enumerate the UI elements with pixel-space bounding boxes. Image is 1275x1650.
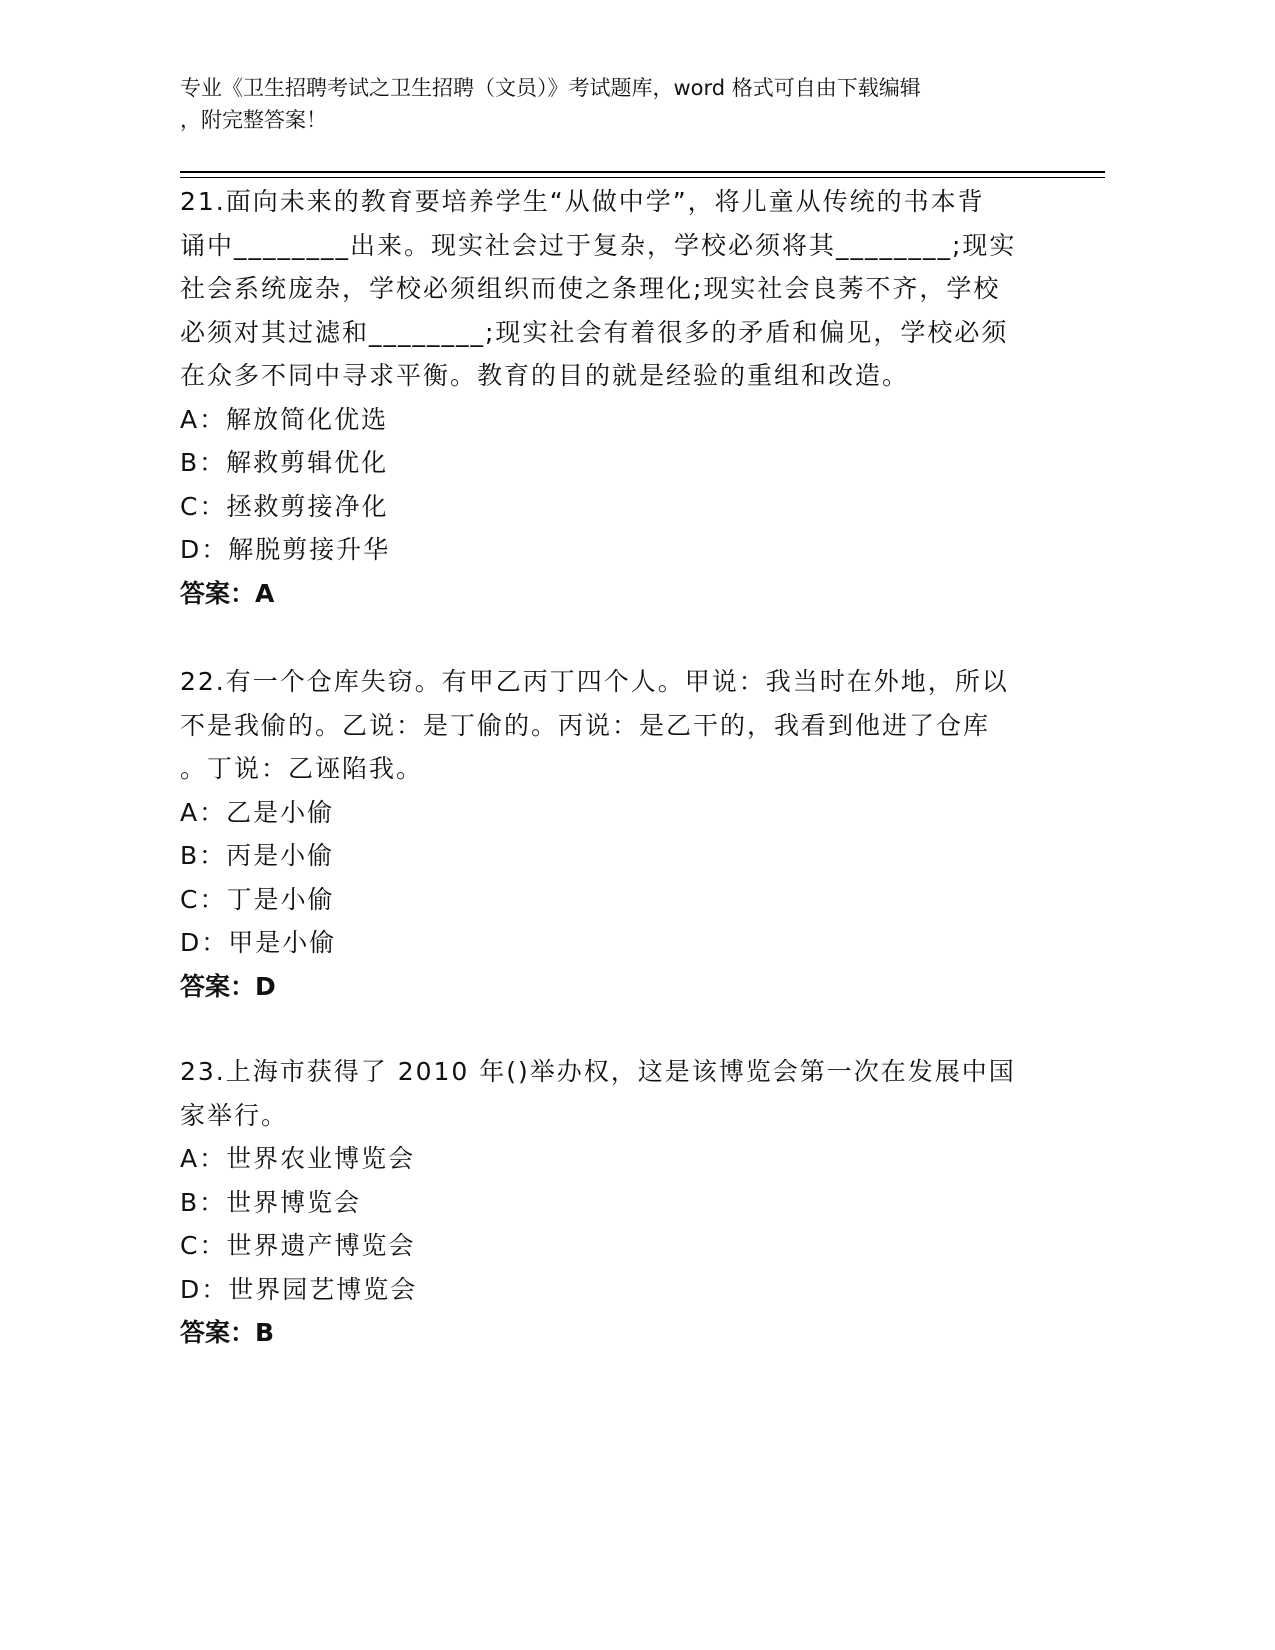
option-a: A：解放简化优选 — [180, 404, 389, 434]
header-divider-thin — [180, 177, 1105, 178]
option-b: B：解救剪辑优化 — [180, 448, 389, 477]
question-stem-line: 诵中________出来。现实社会过于复杂，学校必须将其________;现实 — [180, 230, 1017, 260]
answer-line: 答案：A — [180, 578, 275, 608]
option-a: A：世界农业博览会 — [180, 1144, 416, 1173]
question-21 — [180, 180, 1030, 615]
option-d: D：解脱剪接升华 — [180, 535, 391, 564]
answer-line: 答案：B — [180, 1318, 275, 1347]
option-d: D：甲是小偷 — [180, 928, 337, 957]
document-header — [180, 72, 1030, 136]
question-stem-line: 21.面向未来的教育要培养学生“从做中学”，将儿童从传统的书本背 — [180, 187, 985, 216]
header-line-1: 专业《卫生招聘考试之卫生招聘（文员）》考试题库，word 格式可自由下载编辑 — [180, 76, 921, 100]
question-stem-line: 。丁说：乙诬陷我。 — [180, 754, 424, 783]
question-stem-line: 家举行。 — [180, 1100, 289, 1130]
question-stem-line: 23.上海市获得了 2010 年()举办权，这是该博览会第一次在发展中国 — [180, 1057, 1016, 1086]
question-23 — [180, 1050, 1030, 1355]
option-d: D：世界园艺博览会 — [180, 1274, 418, 1304]
question-stem-line: 在众多不同中寻求平衡。教育的目的就是经验的重组和改造。 — [180, 361, 910, 390]
header-line-2: ，附完整答案！ — [180, 108, 327, 132]
question-22 — [180, 660, 1030, 1008]
option-a: A：乙是小偷 — [180, 797, 335, 827]
question-stem-line: 22.有一个仓库失窃。有甲乙丙丁四个人。甲说：我当时在外地，所以 — [180, 667, 1009, 696]
header-divider-thick — [180, 171, 1105, 173]
option-c: C：丁是小偷 — [180, 884, 335, 914]
option-c: C：拯救剪接净化 — [180, 491, 389, 521]
question-stem-line: 必须对其过滤和________;现实社会有着很多的矛盾和偏见，学校必须 — [180, 317, 1009, 347]
question-stem-line: 社会系统庞杂，学校必须组织而使之条理化;现实社会良莠不齐，学校 — [180, 274, 1001, 303]
answer-line: 答案：D — [180, 971, 276, 1001]
option-b: B：丙是小偷 — [180, 841, 335, 870]
option-c: C：世界遗产博览会 — [180, 1231, 416, 1260]
question-stem-line: 不是我偷的。乙说：是丁偷的。丙说：是乙干的，我看到他进了仓库 — [180, 710, 991, 740]
option-b: B：世界博览会 — [180, 1187, 362, 1217]
